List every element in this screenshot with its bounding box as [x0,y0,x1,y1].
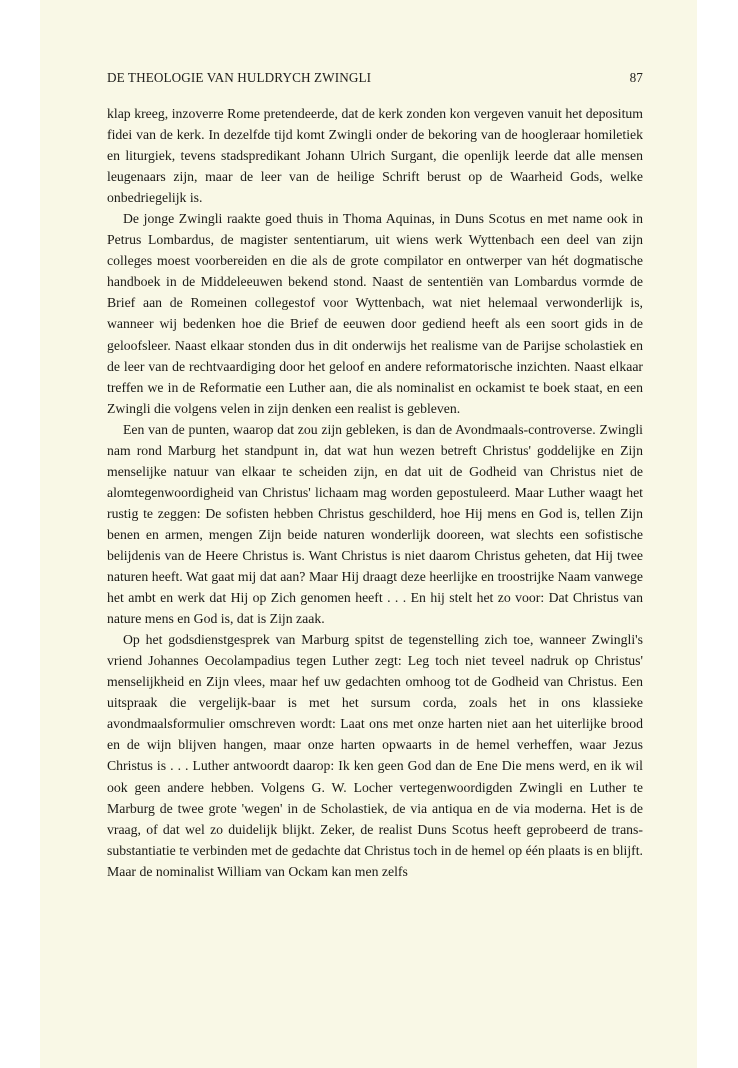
page-header [107,70,643,90]
book-page [40,0,697,1068]
paragraph-zwingli-education: De jonge Zwingli raakte goed thuis in Thoma Aquinas, in Duns Scotus en met name ook in Petrus Lombardus, de magister sententiarum, uit wiens werk Wyttenbach een deel van zijn colleges moest voorbereiden en die als de grote compilator en ontwerper van hét dogmatische handboek in de Middeleeuwen bekend stond. Naast de sententiën van Lombardus vormde de Brief aan de Romeinen collegestof voor Wyttenbach, wat niet helemaal verwonderlijk is, wanneer wij bedenken hoe die Brief de eeuwen door gediend heeft als een soort gids in de geloofsleer. Naast elkaar stonden dus in dit onderwijs het realisme van de Parijse scholastiek en de leer van de rechtvaardiging door het geloof en andere reformatorische inzichten. Naast elkaar treffen we in de Reformatie een Luther aan, die als nominalist en ockamist te boek staat, en een Zwingli die volgens velen in zijn denken een realist is gebleven. [107,211,643,416]
paragraph-avondmaals-controverse: Een van de punten, waarop dat zou zijn gebleken, is dan de Avondmaals-controverse. Zwingli nam rond Marburg het standpunt in, dat wat hun wezen betreft Christus' goddelijke en Zijn menselijke natuur van elkaar te scheiden zijn, en dat uit de Godheid van Christus niet de alomtegenwoordigheid van Christus' lichaam mag worden gepostuleerd. Maar Luther waagt het rustig te zeggen: De sofisten hebben Christus geschilderd, hoe Hij mens en God is, tellen Zijn benen en armen, mengen Zijn beide naturen wonderlijk dooreen, wat slechts een sofistische belijdenis van de Heere Christus is. Want Christus is niet daarom Christus geheten, dat Hij twee naturen heeft. Wat gaat mij dat aan? Maar Hij draagt deze heerlijke en troostrijke Naam vanwege het ambt en werk dat Hij op Zich genomen heeft . . . En hij stelt het zo voor: Dat Christus van nature mens en God is, dat is Zijn zaak. [107,421,643,627]
running-head: DE THEOLOGIE VAN HULDRYCH ZWINGLI [107,70,372,85]
paragraph-marburg-gesprek: Op het godsdienstgesprek van Marburg spitst de tegenstelling zich toe, wanneer Zwingli's vriend Johannes Oecolampadius tegen Luther zegt: Leg toch niet teveel nadruk op Christus' menselijkheid en Zijn vlees, maar hef uw gedachten omhoog tot de Godheid van Christus. Een uitspraak die vergelijk-baar is met het sursum corda, zoals het in ons klassieke avondmaalsformulier omschreven wordt: Laat ons met onze harten niet aan het uiterlijke brood en de wijn blijven hangen, maar onze harten opwaarts in de hemel verheffen, waar Jezus Christus is . . . Luther antwoordt daarop: Ik ken geen God dan de Ene Die mens werd, en ik wil ook geen andere hebben. Volgens G. W. Locher vertegenwoordigden Zwingli en Luther te Marburg de twee grote 'wegen' in de Scholastiek, de via antiqua en de via moderna. Het is de vraag, of dat wel zo duidelijk blijkt. Zeker, de realist Duns Scotus heeft geprobeerd de trans-substantiatie te verbinden met de gedachte dat Christus toch in de hemel op één plaats is en blijft. Maar de nominalist William van Ockam kan men zelfs [107,632,643,879]
paragraph-continuation: klap kreeg, inzoverre Rome pretendeerde, dat de kerk zonden kon vergeven vanuit het depositum fidei van de kerk. In dezelfde tijd komt Zwingli onder de bekoring van de hoogleraar homiletiek en liturgiek, tevens stadspredikant Johann Ulrich Surgant, die openlijk leerde dat alle mensen leugenaars zijn, maar de leer van de heilige Schrift berust op de Waarheid Gods, welke onbedriegelijk is. [107,106,643,206]
body-text [107,103,643,882]
page-number: 87 [629,70,643,85]
